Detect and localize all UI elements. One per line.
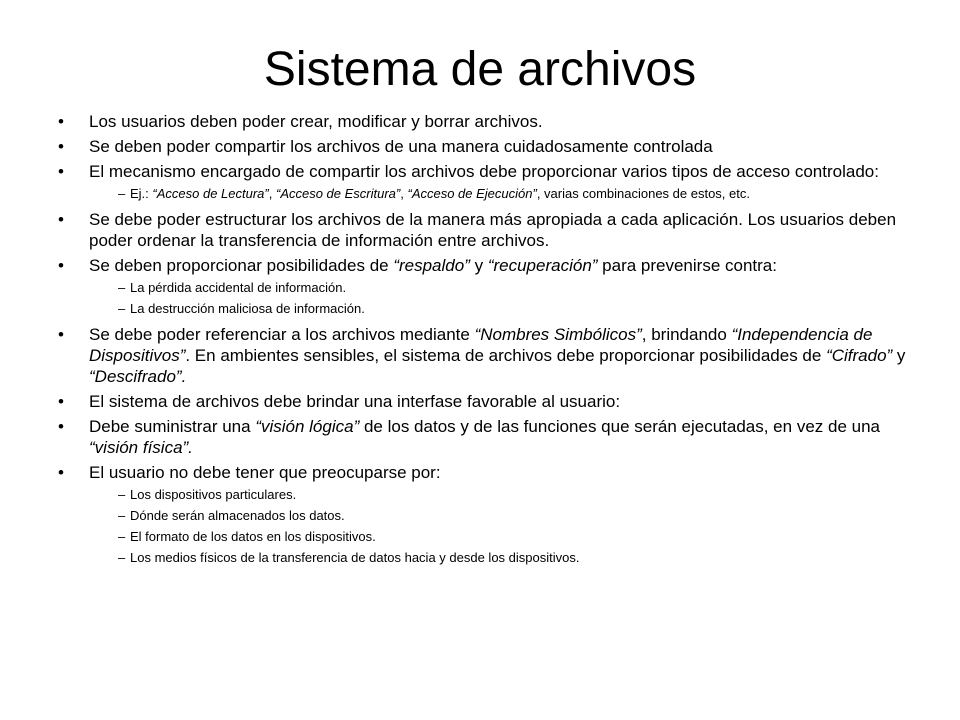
bullet-item <box>58 324 918 387</box>
bullet-mark: • <box>58 417 64 436</box>
dash-mark: – <box>118 550 126 565</box>
bullet-item <box>58 111 918 132</box>
bullet-item <box>58 136 918 157</box>
sub-bullet-text: El formato de los datos en los dispositivos. <box>130 529 376 544</box>
bullet-mark: • <box>58 256 64 275</box>
sub-bullet-text: Los dispositivos particulares. <box>130 487 297 502</box>
bullet-item <box>58 462 918 483</box>
dash-mark: – <box>118 487 126 502</box>
sub-bullet-item <box>58 529 918 544</box>
bullet-text: Se debe poder estructurar los archivos de la manera más apropiada a cada aplicación. Los usuarios deben poder ordenar la transferencia de información entre archivos. <box>89 210 897 250</box>
dash-mark: – <box>118 529 126 544</box>
sub-bullet-item <box>58 186 918 201</box>
sub-bullet-text: Dónde serán almacenados los datos. <box>130 508 345 523</box>
bullet-text: Se deben proporcionar posibilidades de “respaldo” y “recuperación” para prevenirse contra: <box>89 256 777 275</box>
bullet-text: Se deben poder compartir los archivos de una manera cuidadosamente controlada <box>89 137 713 156</box>
bullet-text: El usuario no debe tener que preocuparse por: <box>89 463 441 482</box>
bullet-mark: • <box>58 162 64 181</box>
dash-mark: – <box>118 301 126 316</box>
bullet-item <box>58 255 918 276</box>
bullet-mark: • <box>58 325 64 344</box>
bullet-mark: • <box>58 210 64 229</box>
sub-bullet-text: La destrucción maliciosa de información. <box>130 301 365 316</box>
slide-title: Sistema de archivos <box>263 43 697 96</box>
sub-bullet-text: La pérdida accidental de información. <box>130 280 347 295</box>
bullet-mark: • <box>58 112 64 131</box>
bullet-text: El sistema de archivos debe brindar una interfase favorable al usuario: <box>89 392 621 411</box>
bullet-mark: • <box>58 463 64 482</box>
dash-mark: – <box>118 508 126 523</box>
bullet-text: Los usuarios deben poder crear, modificar y borrar archivos. <box>89 112 543 131</box>
slide-body <box>58 111 918 571</box>
sub-bullet-item <box>58 301 918 316</box>
sub-bullet-item <box>58 550 918 565</box>
bullet-item <box>58 161 918 182</box>
bullet-text: El mecanismo encargado de compartir los archivos debe proporcionar varios tipos de acceso controlado: <box>89 162 879 181</box>
bullet-text: Se debe poder referenciar a los archivos mediante “Nombres Simbólicos”, brindando “Independencia de Dispositivos”. En ambientes sensibles, el sistema de archivos debe proporcionar posibilidades de “Cifrado” y “Descifrado”. <box>89 325 906 386</box>
bullet-mark: • <box>58 392 64 411</box>
sub-bullet-item <box>58 508 918 523</box>
bullet-text: Debe suministrar una “visión lógica” de los datos y de las funciones que serán ejecutadas, en vez de una “visión física”. <box>89 417 880 457</box>
sub-bullet-text: Ej.: “Acceso de Lectura”, “Acceso de Escritura”, “Acceso de Ejecución”, varias combinaciones de estos, etc. <box>130 186 750 201</box>
bullet-mark: • <box>58 137 64 156</box>
bullet-item <box>58 209 918 251</box>
dash-mark: – <box>118 280 126 295</box>
dash-mark: – <box>118 186 126 201</box>
bullet-item <box>58 416 918 458</box>
sub-bullet-text: Los medios físicos de la transferencia de datos hacia y desde los dispositivos. <box>130 550 580 565</box>
sub-bullet-item <box>58 280 918 295</box>
sub-bullet-item <box>58 487 918 502</box>
bullet-item <box>58 391 918 412</box>
